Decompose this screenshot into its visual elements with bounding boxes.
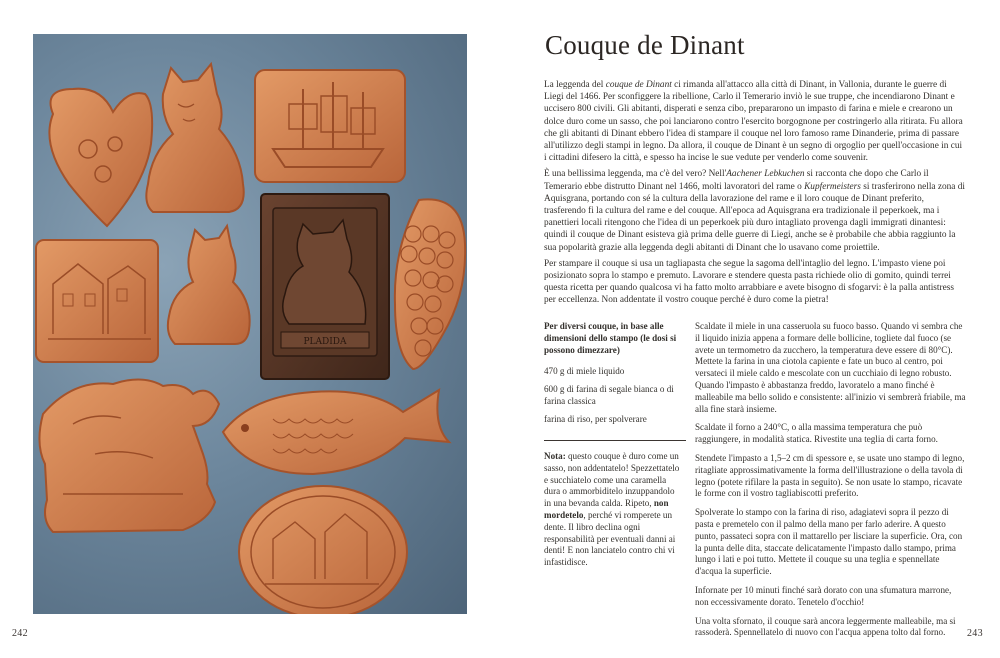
cat-cookie-small bbox=[168, 226, 250, 344]
intro-paragraph-1: La leggenda del couque de Dinant ci rimanda all'attacco alla città di Dinant, in Vallonia, durante le guerre di Liegi del 1466. Per sconfiggere la ribellione, Carlo il Temerario inviò le sue truppe, che incendiarono Dinant e uccisero 800 civili. Gli abitanti, disperati e senza cibo, prepararono un impasto di farina e miele e crearono un dolce duro come un sasso, che poi lanciarono contro l'esercito borgognone per costringerlo alla ritirata. Fu allora che gli abitanti di Dinant ebbero l'idea di stampare il couque nel loro famoso rame Dinanderie, prima di passare all'utilizzo degli stampi in legno. Da allora, il couque de Dinant è un segno di orgoglio per quell'occasione in cui i cittadini difesero la città, e spesso ha incise le sue vedute per venderlo come souvenir. bbox=[544, 80, 963, 164]
ingredient-item: 600 g di farina di segale bianca o di farina classica bbox=[544, 384, 674, 406]
heart-cookie bbox=[49, 89, 152, 226]
town-cookie bbox=[36, 240, 158, 362]
intro-paragraph-3: Per stampare il couque si usa un tagliapasta che segue la sagoma dell'intaglio del legno. L'impasto viene poi posizionato sopra lo stampo e premuto. Lavorare e stendere questa pasta richiede olio di gomito, quindi terrei questa ricetta per quando qualcosa vi ha fatto molto arrabbiare e avete bisogno di sfogarvi: è la palla antistress per eccellenza. Non addentate il vostro couque perché è duro come la pietra! bbox=[544, 258, 954, 306]
method-step: Infornate per 10 minuti finché sarà dorato con una sfumatura marrone, non eccessivamente dorato. Tenetelo d'occhio! bbox=[695, 584, 952, 607]
round-cookie bbox=[239, 486, 407, 614]
method-step: Spolverate lo stampo con la farina di riso, adagiatevi sopra il pezzo di pasta e premetelo con il palmo della mano per farlo aderire. A questo punto, passateci sopra con il mattarello per lisciare la superficie. Ora, con la punta delle dita, staccate delicatamente l'impasto dallo stampo, prima lungo i lati e poi tutto. Mettete il couque su una teglia e spennellate d'acqua la superficie. bbox=[695, 507, 963, 577]
method-step: Stendete l'impasto a 1,5–2 cm di spessore e, se usate uno stampo di legno, ritagliate approssimativamente la forma dell'illustrazione o della tavola di legno (potete rifilare la pasta in seguito). Se non usate lo stampo, ricavate le forme con il vostro tagliabiscotti preferito. bbox=[695, 452, 965, 499]
couque-photo bbox=[33, 34, 467, 614]
method-step: Una volta sfornato, il couque sarà ancora leggermente malleabile, ma si rassoderà. Spennellatelo di nuovo con l'acqua appena tolto dal forno. bbox=[695, 615, 956, 638]
method-steps bbox=[695, 321, 967, 646]
recipe-note: Nota: questo couque è duro come un sasso, non addentatelo! Spezzettatelo e succhiatelo come una caramella dura o ammorbiditelo inzuppandolo in una bevanda calda. Ripeto, non mordetelo, perché vi romperete un dente. Il libro declina ogni responsabilità per eventuali danni ai denti! E non lanciatelo contro chi vi infastidisce. bbox=[544, 451, 680, 568]
method-step: Scaldate il forno a 240°C, o alla massima temperatura che può raggiungere, in modalità statica. Rivestite una teglia di carta forno. bbox=[695, 422, 938, 445]
page-number-left: 242 bbox=[12, 628, 28, 639]
ingredients-list bbox=[544, 321, 684, 432]
horse-cookie bbox=[39, 379, 219, 532]
intro-paragraph-2: È una bellissima leggenda, ma c'è del vero? Nell'Aachener Lebkuchen si racconta che dopo che Carlo il Temerario ebbe distrutto Dinant nel 1466, molti lavoratori del rame o Kupfermeisters si trasferirono nella zona di Aquisgrana, portando con sé la cultura della lavorazione del rame e il loro couque de Dinant preferito, trasferendo fi la cultura del rame e del couque. All'epoca ad Aquisgrana era tradizionale il peperkoek, ma i panettieri locali ritengono che l'idea di un peperkoek più duro intagliato provenga dagli immigrati dinantesi: quindi il couque de Dinant esisteva già prima delle guerre di Liegi, anche se è probabile che abbia raggiunto la sua popolarità grazie alla leggenda degli abitanti di Dinant che lo usavano come proiettile. bbox=[544, 169, 965, 253]
ingredient-item: 470 g di miele liquido bbox=[544, 366, 625, 377]
ingredient-item: farina di riso, per spolverare bbox=[544, 413, 647, 424]
divider bbox=[544, 440, 686, 441]
page-number-right: 243 bbox=[967, 628, 983, 639]
cat-cookie-large bbox=[146, 64, 243, 212]
method-step: Scaldate il miele in una casseruola su fuoco basso. Quando vi sembra che il liquido inizia appena a formare delle bollicine, togliete dal fuoco (se avete un termometro da zucchero, la temperatura deve essere di 80°C). Mettete la farina in una ciotola capiente e fate un buco al centro, poi versateci il miele caldo e mescolate con un cucchiaio di legno robusto. Quando l'impasto è abbastanza freddo, lavoratelo a mano finché è malleabile ma bello solido e consistente: all'inizio vi sembrerà friabile, ma alla fine starà insieme. bbox=[695, 321, 966, 414]
fish-cookie bbox=[223, 390, 449, 474]
mold-inscription: PLADIDA bbox=[303, 337, 347, 347]
intro-text bbox=[544, 79, 966, 311]
ship-cookie bbox=[255, 70, 405, 182]
recipe-title: Couque de Dinant bbox=[545, 30, 745, 60]
ingredients-heading: Per diversi couque, in base alle dimensioni dello stampo (le dosi si possono dimezzare) bbox=[544, 321, 677, 355]
